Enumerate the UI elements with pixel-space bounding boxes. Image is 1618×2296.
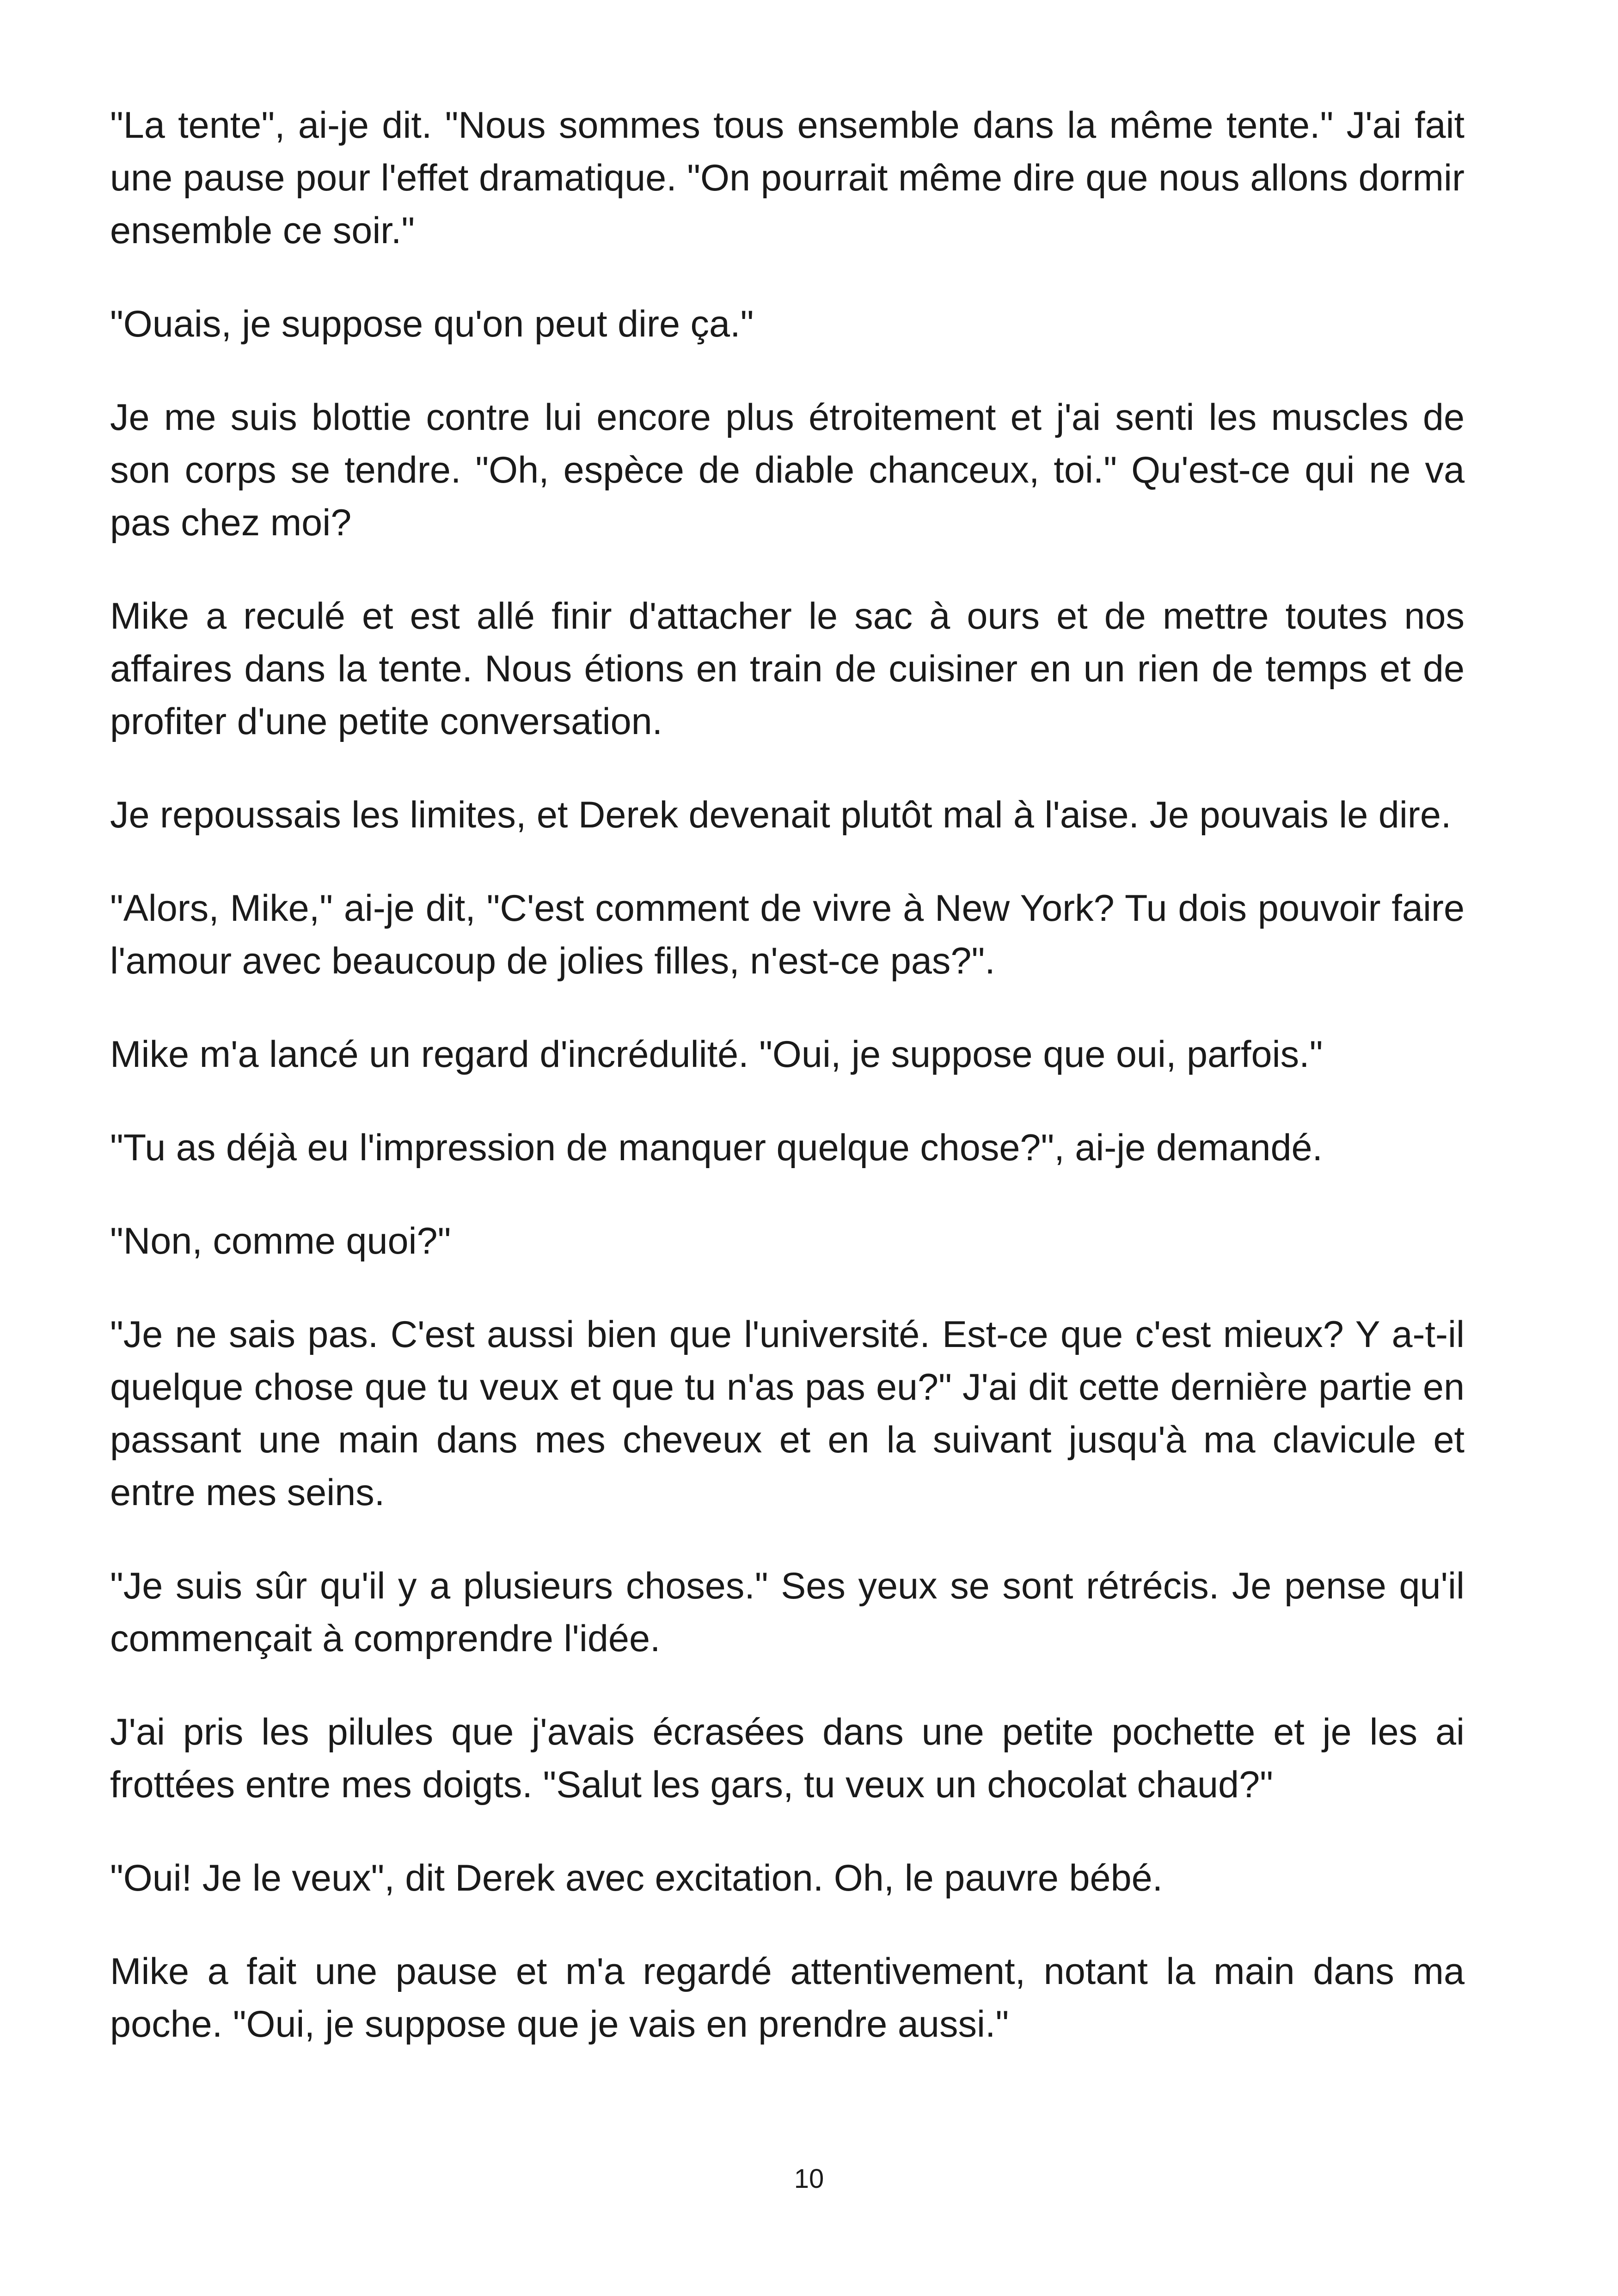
paragraph: J'ai pris les pilules que j'avais écrasées dans une petite pochette et je les ai frottées entre mes doigts. "Salut les gars, tu veux un chocolat chaud?" — [110, 1711, 1465, 1806]
paragraph: "Non, comme quoi?" — [110, 1220, 451, 1262]
paragraph: "Ouais, je suppose qu'on peut dire ça." — [110, 303, 754, 345]
paragraph: Mike a reculé et est allé finir d'attacher le sac à ours et de mettre toutes nos affaires dans la tente. Nous étions en train de cuisiner en un rien de temps et de profiter d'une petite conversation. — [110, 595, 1465, 742]
paragraph: Je me suis blottie contre lui encore plus étroitement et j'ai senti les muscles de son corps se tendre. "Oh, espèce de diable chanceux, toi." Qu'est-ce qui ne va pas chez moi? — [110, 397, 1465, 544]
paragraph: "Je ne sais pas. C'est aussi bien que l'université. Est-ce que c'est mieux? Y a-t-il quelque chose que tu veux et que tu n'as pas eu?" J'ai dit cette dernière partie en passant une main dans mes cheveux et en la suivant jusqu'à ma clavicule et entre mes seins. — [110, 1314, 1465, 1513]
paragraph: "Je suis sûr qu'il y a plusieurs choses." Ses yeux se sont rétrécis. Je pense qu'il commençait à comprendre l'idée. — [110, 1565, 1465, 1659]
paragraph: "La tente", ai-je dit. "Nous sommes tous ensemble dans la même tente." J'ai fait une pause pour l'effet dramatique. "On pourrait même dire que nous allons dormir ensemble ce soir." — [110, 104, 1465, 251]
paragraph: Mike a fait une pause et m'a regardé attentivement, notant la main dans ma poche. "Oui, je suppose que je vais en prendre aussi." — [110, 1951, 1465, 2045]
paragraph: "Tu as déjà eu l'impression de manquer quelque chose?", ai-je demandé. — [110, 1127, 1323, 1169]
paragraph: Je repoussais les limites, et Derek devenait plutôt mal à l'aise. Je pouvais le dire. — [110, 794, 1452, 836]
body-text — [110, 99, 1465, 2091]
paragraph: "Alors, Mike," ai-je dit, "C'est comment de vivre à New York? Tu dois pouvoir faire l'amour avec beaucoup de jolies filles, n'est-ce pas?". — [110, 888, 1465, 982]
paragraph: "Oui! Je le veux", dit Derek avec excitation. Oh, le pauvre bébé. — [110, 1857, 1163, 1899]
page-number: 10 — [794, 2164, 824, 2194]
paragraph: Mike m'a lancé un regard d'incrédulité. "Oui, je suppose que oui, parfois." — [110, 1034, 1323, 1075]
